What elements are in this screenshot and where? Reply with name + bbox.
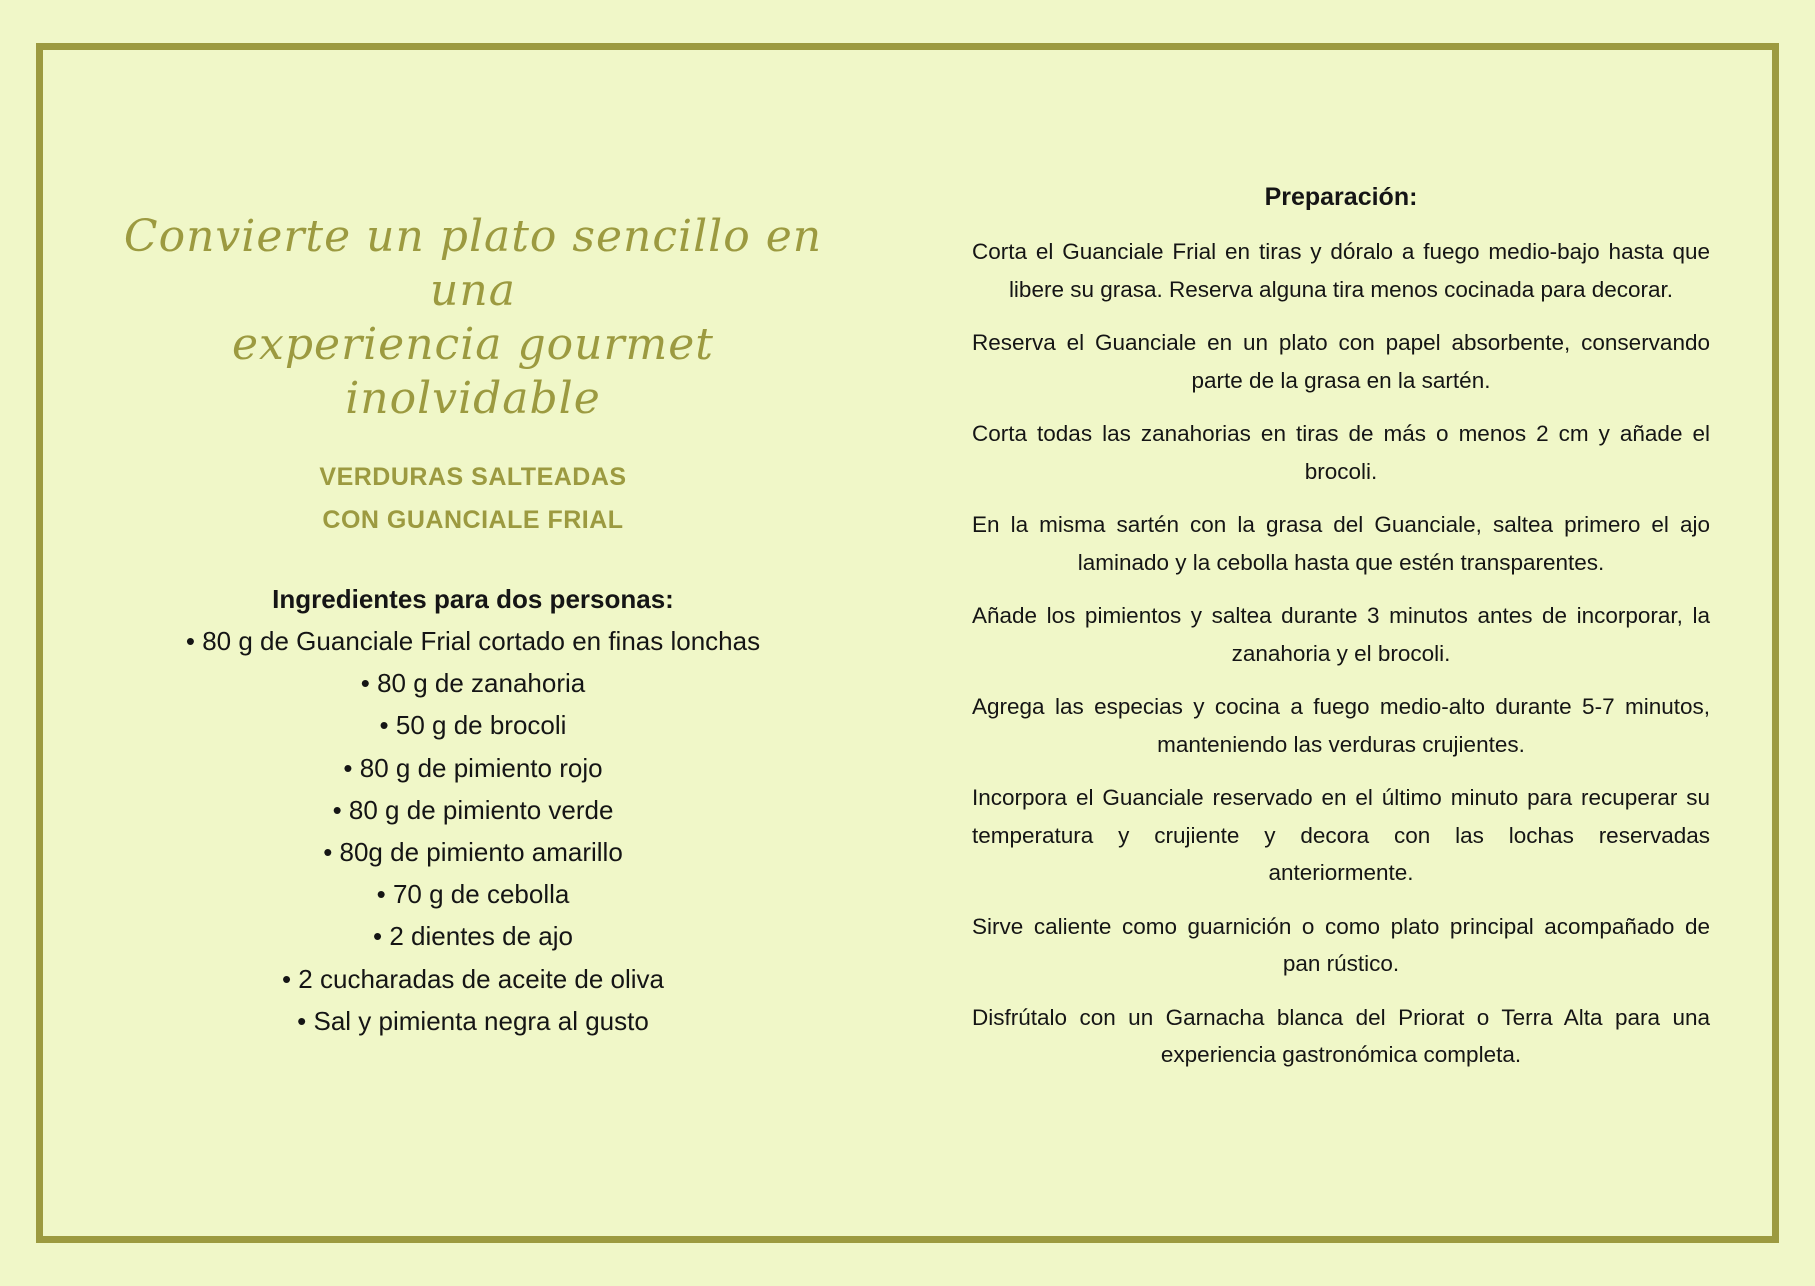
preparation-heading: Preparación: bbox=[1264, 183, 1418, 211]
ingredient-item: • 2 cucharadas de aceite de oliva bbox=[281, 963, 664, 994]
preparation-step: Disfrútalo con un Garnacha blanca del Priorat o Terra Alta para una experiencia gastronómica completa. bbox=[972, 1004, 1710, 1067]
preparation-step: Corta el Guanciale Frial en tiras y dóralo a fuego medio-bajo hasta que libere su grasa. Reserva alguna tira menos cocinada para decorar. bbox=[972, 239, 1710, 302]
ingredient-item: • 80 g de pimiento verde bbox=[332, 794, 614, 825]
ingredient-item: • Sal y pimienta negra al gusto bbox=[297, 1005, 649, 1036]
preparation-step: En la misma sartén con la grasa del Guanciale, saltea primero el ajo laminado y la cebolla hasta que estén transparentes. bbox=[972, 512, 1710, 575]
preparation-step: Reserva el Guanciale en un plato con papel absorbente, conservando parte de la grasa en la sartén. bbox=[972, 330, 1710, 393]
recipe-title-line-2: CON GUANCIALE FRIAL bbox=[322, 506, 624, 534]
ingredient-item: • 80 g de zanahoria bbox=[360, 668, 586, 699]
preparation-step: Incorpora el Guanciale reservado en el último minuto para recuperar su temperatura y crujiente y decora con las lochas reservadas anteriormente. bbox=[972, 785, 1710, 885]
ingredient-item: • 50 g de brocoli bbox=[379, 710, 567, 741]
tagline bbox=[100, 210, 846, 426]
tagline-line-2: experiencia gourmet inolvidable bbox=[232, 319, 714, 424]
ingredient-item: • 2 dientes de ajo bbox=[373, 921, 573, 952]
preparation-step: Añade los pimientos y saltea durante 3 minutos antes de incorporar, la zanahoria y el brocoli. bbox=[972, 603, 1710, 666]
ingredients-list bbox=[110, 620, 836, 1042]
ingredients-heading: Ingredientes para dos personas: bbox=[272, 584, 674, 614]
ingredient-item: • 70 g de cebolla bbox=[376, 879, 570, 910]
preparation-step: Sirve caliente como guarnición o como plato principal acompañado de pan rústico. bbox=[972, 913, 1710, 976]
ingredient-item: • 80g de pimiento amarillo bbox=[323, 837, 623, 868]
recipe-title bbox=[110, 456, 836, 542]
ingredient-item: • 80 g de pimiento rojo bbox=[343, 752, 603, 783]
preparation-step: Agrega las especias y cocina a fuego medio-alto durante 5-7 minutos, manteniendo las verduras crujientes. bbox=[972, 694, 1710, 757]
preparation-step: Corta todas las zanahorias en tiras de más o menos 2 cm y añade el brocoli. bbox=[972, 421, 1710, 484]
tagline-line-1: Convierte un plato sencillo en una bbox=[123, 211, 823, 316]
preparation-steps bbox=[972, 233, 1710, 1090]
recipe-title-line-1: VERDURAS SALTEADAS bbox=[319, 463, 627, 491]
ingredient-item: • 80 g de Guanciale Frial cortado en finas lonchas bbox=[185, 626, 761, 656]
